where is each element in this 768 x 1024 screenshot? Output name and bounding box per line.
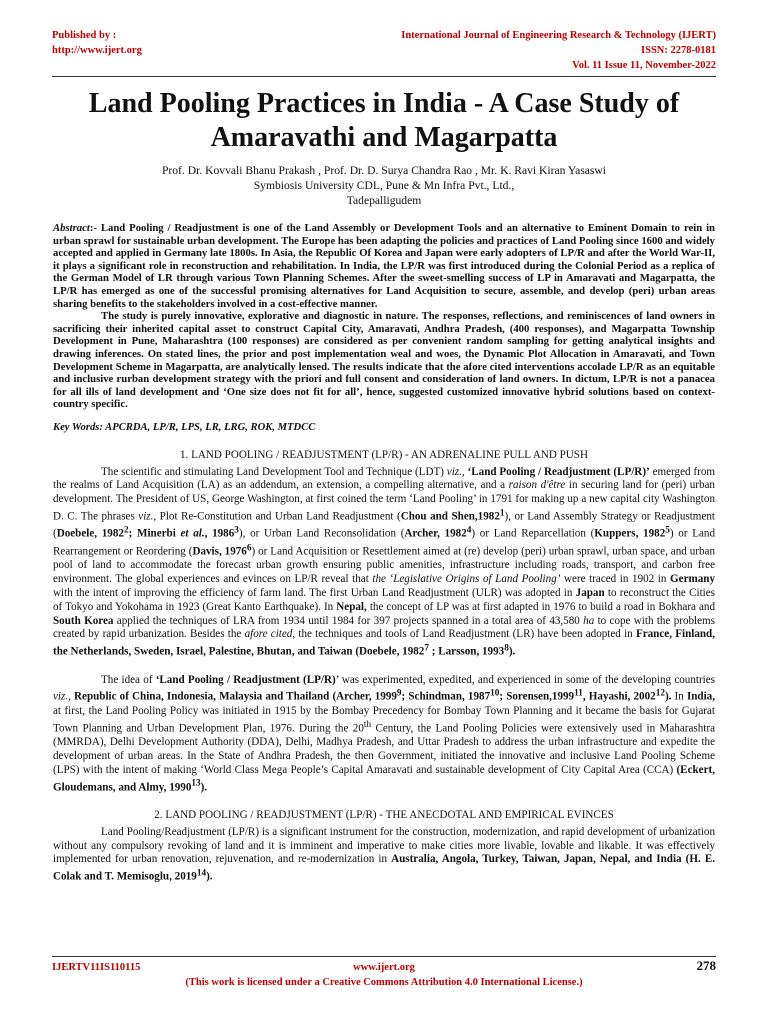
issn: ISSN: 2278-0181	[641, 45, 716, 56]
journal-name: International Journal of Engineering Research & Technology (IJERT)	[401, 30, 716, 41]
published-by: Published by :	[52, 30, 117, 41]
section-2-paragraph-1: Land Pooling/Readjustment (LP/R) is a significant instrument for the construction, modernization, and rapid development of urbanization without any compulsory revoking of land and it is imminent and imperative to make cities more livable, lovable and likable. It was effectively implemented for urban renovation, rejuvenation, and re-modernization in Australia, Angola, Turkey, Taiwan, Japan, Nepal, and India (H. E. Colak and T. Memisoglu, 2019$^{14}$).	[53, 825, 715, 883]
author-names: Prof. Dr. Kovvali Bhanu Prakash , Prof. Dr. D. Surya Chandra Rao , Mr. K. Ravi Kiran Yasaswi	[161, 164, 607, 177]
author-block	[52, 163, 716, 208]
section-1-heading: 1. LAND POOLING / READJUSTMENT (LP/R) - AN ADRENALINE PULL AND PUSH	[179, 448, 588, 461]
license-notice: (This work is licensed under a Creative Commons Attribution 4.0 International License.)	[185, 977, 583, 988]
footer-site-link[interactable]: www.ijert.org	[353, 962, 415, 973]
header-left	[52, 28, 142, 58]
site-url-link[interactable]: http://www.ijert.org	[52, 45, 142, 56]
author-affiliation: Symbiosis University CDL, Pune & Mn Infra Pvt., Ltd.,	[253, 179, 515, 192]
footer-divider	[52, 956, 716, 957]
page-number: 278	[696, 958, 716, 973]
abstract-label: Abstract	[53, 222, 90, 234]
page-footer	[52, 960, 716, 1000]
paper-id: IJERTV11IS110115	[52, 962, 141, 973]
paper-body	[53, 222, 715, 885]
author-location: Tadepalligudem	[346, 194, 422, 207]
header-divider	[52, 76, 716, 77]
paper-title: Land Pooling Practices in India - A Case Study of Amaravathi and Magarpatta	[88, 88, 680, 153]
page-header	[52, 28, 716, 72]
keywords: Key Words: APCRDA, LP/R, LPS, LR, LRG, ROK, MTDCC	[53, 421, 316, 433]
section-2-heading: 2. LAND POOLING / READJUSTMENT (LP/R) - THE ANECDOTAL AND EMPIRICAL EVINCES	[154, 809, 614, 822]
abstract-paragraph-2: The study is purely innovative, explorative and diagnostic in nature. The responses, reflections, and reminiscences of land owners in sacrificing their inherited capital asset to construct Capital City, Amaravati, Andhra Pradesh, (400 responses), and Magarpatta Township Development in Pune, Maharashtra (100 responses) are considered as per convenient random sampling for getting analytical insights and drawing inferences. On stated lines, the prior and post implementation weal and woes, the Dynamic Plot Allocation in Amaravati, and Town Development Scheme in Magarpatta, are analytically lensed. The results indicate that the afore cited interventions accolade LP/R as an equitable and inclusive rurban development strategy with the priori and full consent and consideration of land owners. In dictum, LP/R is not a panacea for all ills of land development and ‘One size does not fit for all’, hence, suggested customized innovative hybrid solutions based on context-country specific.	[53, 310, 715, 411]
section-1-paragraph-2: The idea of ‘Land Pooling / Readjustment (LP/R)’ was experimented, expedited, and experienced in some of the developing countries viz., Republic of China, Indonesia, Malaysia and Thailand (Archer, 1999$^9$; Schindman, 1987$^{10}$; Sorensen,1999$^{11}$, Hayashi, 2002$^{12}$). In India, at first, the Land Pooling Policy was initiated in 1915 by the Bombay Precedency for Bombay Town Planning and it became the basis for Gujarat Town Planning and Urban Development Plan, 1976. During the 20th Century, the Land Pooling Policies were extensively used in Maharashtra (MMRDA), Delhi Development Authority (DDA), Delhi, Madhya Pradesh, and Uttar Pradesh to address the urban infrastructure and expedite the development of urban areas. In the State of Andhra Pradesh, the then Government, initiated the innovative and inclusive Land Pooling Scheme (LPS) with the intent of making ‘World Class Mega People’s Capital Amaravati and sustainable development of City Capital Area (CCA) (Eckert, Gloudemans, and Almy, 1990$^{13}$).	[53, 673, 715, 794]
header-right	[401, 28, 716, 73]
section-1-paragraph-1: The scientific and stimulating Land Development Tool and Technique (LDT) viz., ‘Land Pooling / Readjustment (LP/R)’ emerged from the realms of Land Acquisition (LA) as an addendum, an extension, a compelling alternative, and a raison d'être in securing land for (peri) urban development. The President of US, George Washington, at first coined the term ‘Land Pooling’ in 1791 for making up a new capital city Washington D. C. The phrases viz., Plot Re-Constitution and Urban Land Readjustment (Chou and Shen,1982$^1$), or Land Assembly Strategy or Readjustment (Doebele, 1982$^2$; Minerbi et al., 1986$^3$), or Urban Land Reconsolidation (Archer, 1982$^4$) or Land Reparcellation (Kuppers, 1982$^5$) or Land Rearrangement or Reordering (Davis, 1976$^6$) or Land Acquisition or Resettlement aimed at (re) develop (peri) urban sprawl, urban space, and urban pool of land to accommodate the forecast urban growth ensuring public amenities, infrastructure including roads, transport, and carbon free environment. The global experiences and evinces on LP/R reveal that the ‘Legislative Origins of Land Pooling’ were traced in 1902 in Germany with the intent of improving the efficiency of farm land. The first Urban Land Readjustment (ULR) was adopted in Japan to reconstruct the Cities of Tokyo and Yokohama in 1923 (Great Kanto Earthquake). In Nepal, the concept of LP was at first adapted in 1976 to build a road in Bokhara and South Korea applied the techniques of LRA from 1934 until 1984 for 397 projects spanned in a total area of 43,580 ha to cope with the problems created by rapid urbanization. Besides the afore cited, the techniques and tools of Land Readjustment (LR) have been adopted in France, Finland, the Netherlands, Sweden, Israel, Palestine, Bhutan, and Taiwan (Doebele, 1982$^7$ ; Larsson, 1993$^8$).	[53, 465, 716, 658]
abstract-paragraph-1: Abstract:- Land Pooling / Readjustment is one of the Land Assembly or Development Tools and an alternative to Eminent Domain to rein in urban sprawl for sustainable urban development. The Europe has been adapting the policies and practices of Land Pooling since 1600 and widely accepted and applied in Germany late 1800s. In Asia, the Republic Of Korea and Japan were early adopters of LP/R and after the World War-II, it plays a significant role in reconstruction and rehabilitation. In India, the LP/R was first introduced during the Colonial Period as a replica of the German Model of LR through various Town Planning Schemes. After the sweet-smelling success of LP in Amaravati and Magarpatta, the LP/R has emerged as one of the successful promising alternatives for Land Acquisition to secure, assemble, and develop (peri) urban areas sharing benefits to the stakeholders involved in a cost-effective manner.	[53, 222, 715, 310]
volume-issue: Vol. 11 Issue 11, November-2022	[572, 60, 716, 71]
